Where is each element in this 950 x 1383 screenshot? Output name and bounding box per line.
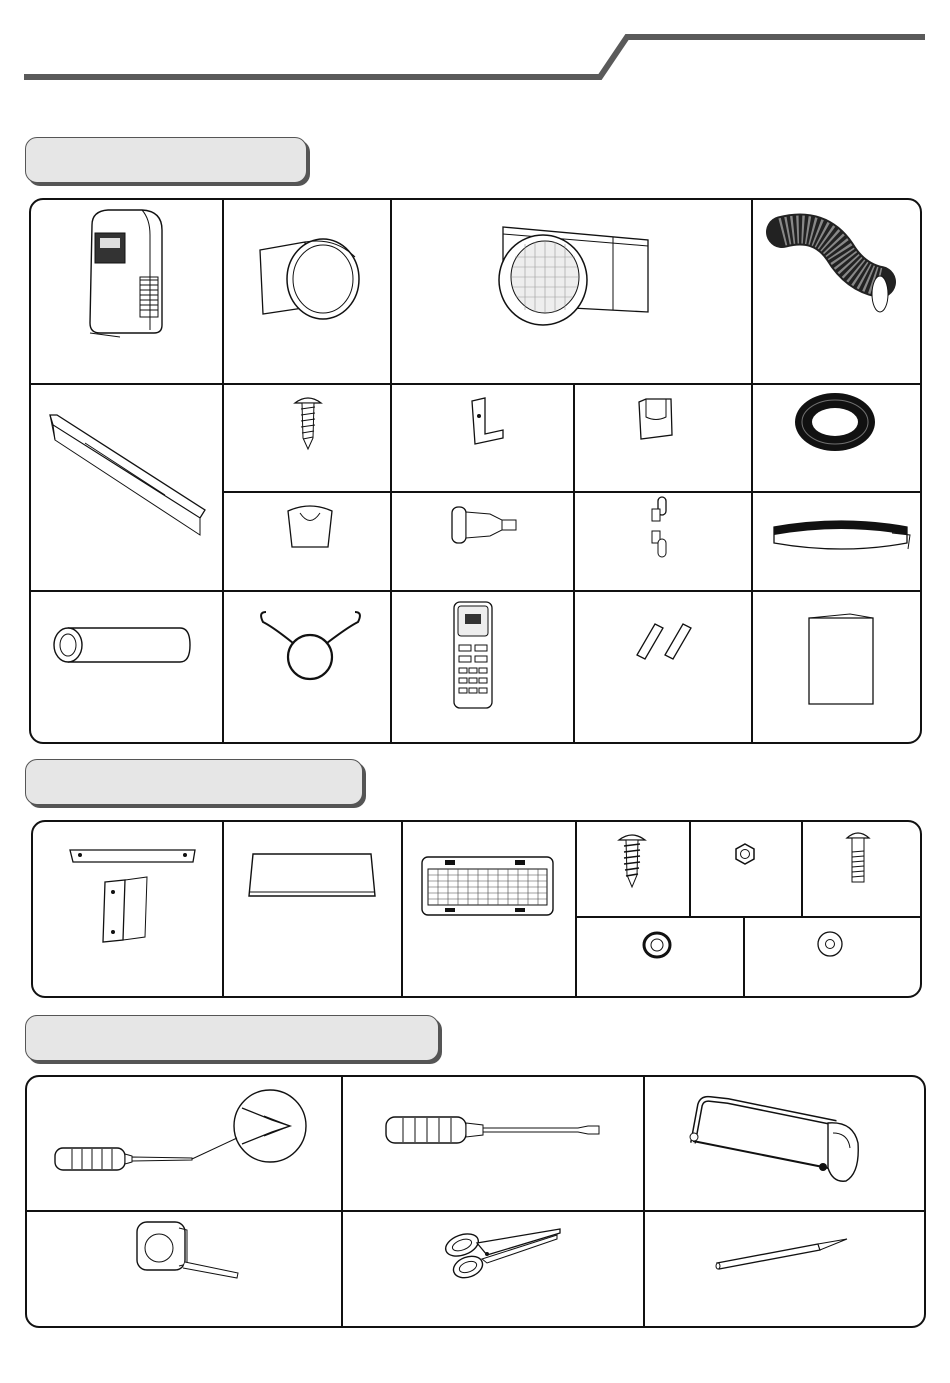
phillips-screwdriver-icon — [52, 1088, 312, 1178]
foam-seal-roll-icon — [790, 387, 880, 457]
air-conditioner-unit-icon — [80, 205, 170, 340]
batteries-icon — [635, 620, 700, 660]
window-adapter-icon — [493, 222, 653, 332]
header-rule — [0, 0, 950, 100]
mounting-brackets-icon — [65, 842, 200, 947]
self-tapping-screw-icon — [617, 830, 647, 890]
panel-board-icon — [245, 850, 380, 902]
manual-booklet-icon — [805, 612, 877, 707]
filter-grille-icon — [420, 855, 555, 917]
screw-icon — [293, 393, 323, 453]
section-label-accessories — [25, 137, 307, 183]
clip-icon — [280, 503, 340, 553]
exhaust-hose-icon — [770, 222, 895, 320]
flat-washer-icon — [815, 930, 845, 958]
hose-connector-icon — [255, 232, 365, 327]
scissors-icon — [442, 1225, 564, 1285]
drain-hose-icon — [50, 625, 195, 665]
drain-plug-icon — [450, 502, 520, 547]
hacksaw-icon — [688, 1093, 863, 1188]
bolt-icon — [845, 828, 871, 886]
l-bracket-icon — [467, 396, 507, 446]
chain-lock-icon — [648, 495, 678, 563]
section-label-tools — [25, 1015, 439, 1061]
remote-control-icon — [452, 600, 494, 710]
tape-measure-icon — [133, 1218, 245, 1283]
hex-nut-icon — [733, 842, 757, 866]
flat-screwdriver-icon — [383, 1112, 603, 1148]
spring-washer-icon — [641, 930, 673, 960]
window-slider-kit-icon — [45, 410, 215, 545]
adhesive-tape-icon — [772, 515, 912, 555]
section-label-optional-kit — [25, 759, 363, 805]
spring-icon — [253, 607, 368, 682]
hose-holder-icon — [636, 397, 676, 442]
pencil-icon — [713, 1235, 853, 1275]
